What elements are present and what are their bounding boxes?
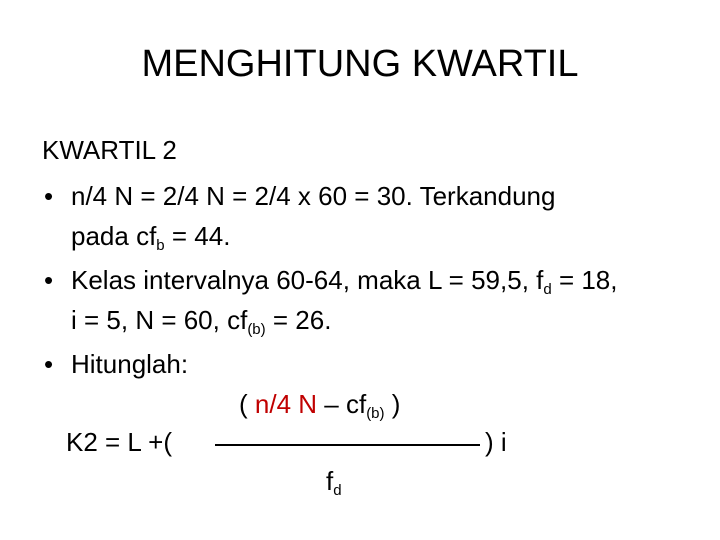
denominator-subscript: d xyxy=(333,482,342,499)
bullet-marker: • xyxy=(44,349,54,379)
bullet-3-line-1: Hitunglah: xyxy=(71,349,189,379)
fraction-bar xyxy=(215,444,480,446)
formula-lhs: K2 = L +( xyxy=(66,427,172,457)
bullet-2-line-2 xyxy=(71,305,332,338)
numerator-close-paren: ) xyxy=(384,389,401,419)
numerator-subscript: (b) xyxy=(366,405,385,422)
bullet-marker: • xyxy=(44,265,54,295)
section-heading: KWARTIL 2 xyxy=(42,135,177,165)
numerator-highlight: n/4 N xyxy=(254,389,318,419)
slide-title: MENGHITUNG KWARTIL xyxy=(141,43,579,85)
bullet-2-line-1 xyxy=(71,265,618,298)
numerator-middle: – cf xyxy=(317,389,367,419)
formula-denominator xyxy=(326,466,342,499)
bullet-1-line-2-value: = 44. xyxy=(164,221,231,251)
bullet-1-line-1: n/4 N = 2/4 N = 2/4 x 60 = 30. Terkandung xyxy=(71,181,556,211)
numerator-open-paren: ( xyxy=(239,389,255,419)
formula-rhs: ) i xyxy=(485,427,507,457)
bullet-2-line-1-value: = 18, xyxy=(551,265,618,295)
bullet-marker: • xyxy=(44,181,54,211)
denominator-f: f xyxy=(326,466,334,496)
bullet-1-subscript: b xyxy=(156,237,165,254)
bullet-2-line-2-value: = 26. xyxy=(265,305,332,335)
bullet-2-subscript-d: d xyxy=(543,281,552,298)
bullet-2-line-1-text: Kelas intervalnya 60-64, maka L = 59,5, f xyxy=(71,265,544,295)
bullet-2-subscript-b: (b) xyxy=(247,321,266,338)
formula-numerator xyxy=(239,389,401,422)
bullet-1-line-2 xyxy=(71,221,231,254)
bullet-1-line-2-text: pada cf xyxy=(71,221,157,251)
bullet-2-line-2-text: i = 5, N = 60, cf xyxy=(71,305,248,335)
